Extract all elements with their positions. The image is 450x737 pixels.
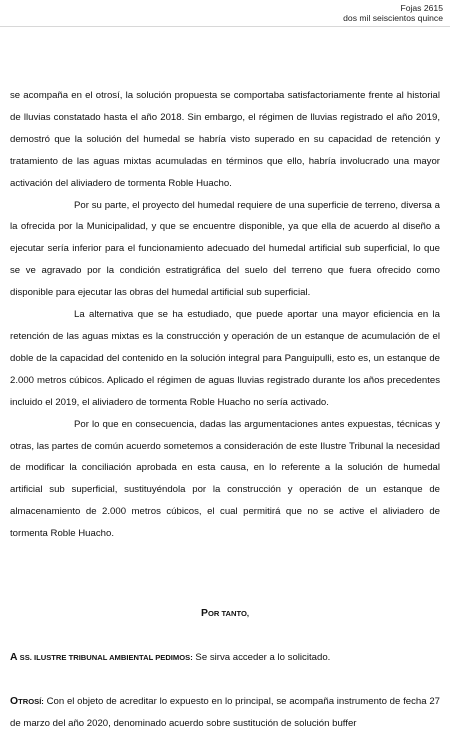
paragraph-3: La alternativa que se ha estudiado, que puede aportar una mayor eficiencia en la retención de las aguas mixtas es la construcción y operación de un estanque de acumulación de el doble de la capacidad del contenido en la solución integral para Panguipulli, esto es, un estanque de 2.000 metros cúbicos. Aplicado el régimen de aguas lluvias registrado durante los años precedentes incluido el 2019, el aliviadero de tormenta Roble Huacho no sería activado.	[10, 309, 440, 408]
otrosi-text: Con el objeto de acreditar lo expuesto en lo principal, se acompaña instrumento de fecha 27 de marzo del año 2020, denominado acuerdo sobre sustitución de solución buffer	[10, 696, 440, 729]
header-divider	[0, 26, 450, 27]
otrosi-label: TROSÍ:	[18, 697, 44, 706]
otrosi-initial: O	[10, 696, 19, 707]
petition-line	[10, 647, 440, 669]
folio-words: dos mil seiscientos quince	[343, 13, 443, 23]
paragraph-4: Por lo que en consecuencia, dadas las argumentaciones antes expuestas, técnicas y otras, las partes de común acuerdo sometemos a consideración de este Ilustre Tribunal la necesidad de modificar la conciliación aprobada en esta causa, en lo referente a la solución de humedal artificial sub superficial, sustituyéndola por la construcción y operación de un estanque de almacenamiento de 2.000 metros cúbicos, el cual permitirá que no se active el aliviadero de tormenta Roble Huacho.	[10, 418, 440, 540]
folio-stamp	[343, 3, 443, 23]
document-body	[10, 85, 440, 545]
otrosi-paragraph	[10, 691, 440, 735]
paragraph-1: se acompaña en el otrosí, la solución propuesta se comportaba satisfactoriamente frente al historial de lluvias constatado hasta el año 2018. Sin embargo, el régimen de lluvias registrado el año 2019, demostró que la solución del humedal se habría visto superado en su capacidad de retención y tratamiento de las aguas mixtas acumuladas en términos que ello, habría involucrado una mayor activación del aliviadero de tormenta Roble Huacho.	[10, 90, 440, 189]
paragraph-2: Por su parte, el proyecto del humedal requiere de una superficie de terreno, diversa a la ofrecida por la Municipalidad, y que se encuentre disponible, ya que ella de acuerdo al diseño a ejecutar sería inferior para el funcionamiento adecuado del humedal artificial sub superficial, lo que se ve agravado por la condición estratigráfica del suelo del terreno que fuera ofrecido como disponible para ejecutar las obras del humedal artificial sub superficial.	[10, 199, 440, 299]
por-tanto-rest: OR TANTO,	[207, 609, 249, 618]
petition-addressee: SS. ILUSTRE TRIBUNAL AMBIENTAL PEDIMOS:	[17, 653, 193, 662]
folio-number: Fojas 2615	[400, 3, 443, 13]
petition-text: Se sirva acceder a lo solicitado.	[192, 652, 331, 663]
por-tanto-heading	[0, 603, 450, 625]
por-tanto-initial: P	[201, 608, 208, 619]
petition-initial: A	[10, 652, 18, 663]
